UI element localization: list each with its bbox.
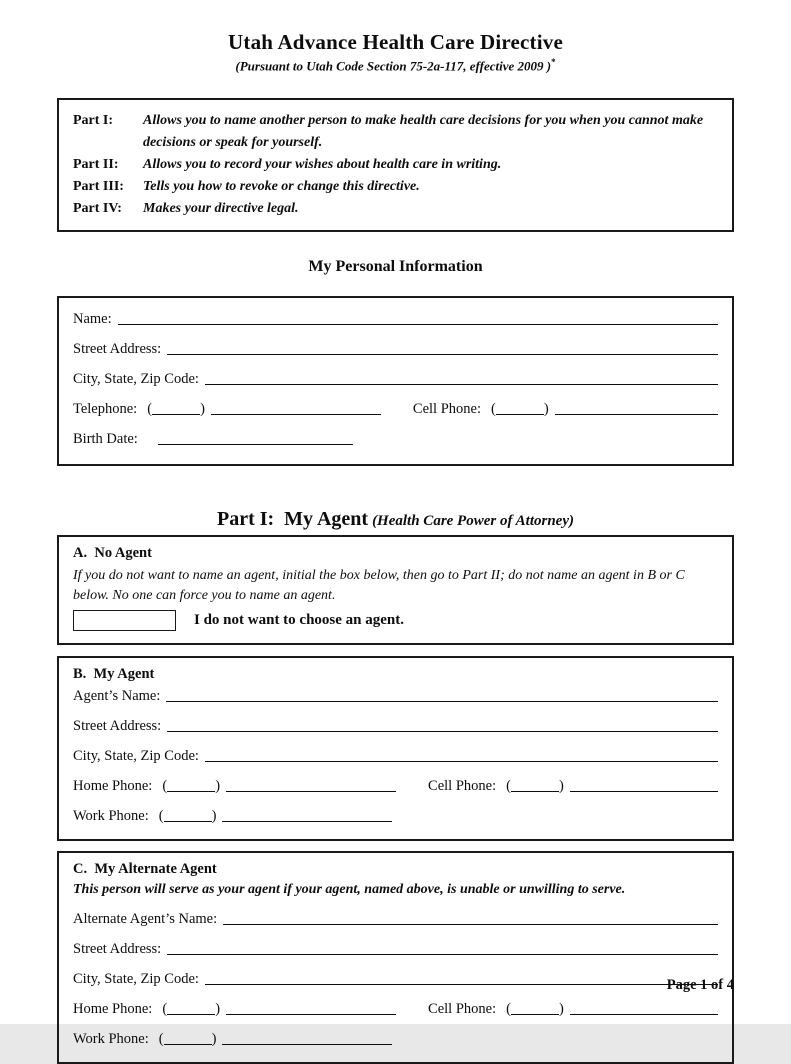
alternate-cell-phone-field[interactable] [570,1014,718,1015]
telephone-area-code-field[interactable] [152,414,200,415]
close-paren: ) [211,1031,217,1048]
close-paren: ) [558,1001,564,1018]
street-address-row [73,341,718,358]
close-paren: ) [215,778,221,795]
part-2-label: Part II: [73,157,119,173]
open-paren: ( [506,778,511,795]
street-address-field[interactable] [167,354,718,355]
part-4-label: Part IV: [73,201,122,217]
agent-street-label: Street Address: [73,718,162,735]
alternate-street-row [73,941,718,958]
agent-cell-phone-label: Cell Phone: [428,778,497,795]
section-a-instructions: If you do not want to name an agent, initial the box below, then go to Part II; do not name an agent in B or C below. No one can force you to name an agent. [73,568,685,603]
city-state-zip-field[interactable] [205,384,718,385]
birth-date-label: Birth Date: [73,431,138,448]
name-field[interactable] [118,324,718,325]
alternate-city-label: City, State, Zip Code: [73,971,199,988]
agent-home-phone-field[interactable] [226,791,396,792]
part-2-description: Allows you to record your wishes about health care in writing. [143,157,502,173]
alternate-agent-name-label: Alternate Agent’s Name: [73,911,218,928]
section-c-note: This person will serve as your agent if your agent, named above, is unable or unwilling to serve. [73,882,626,898]
close-paren: ) [200,401,205,418]
open-paren: ( [506,1001,511,1018]
open-paren: ( [158,808,164,825]
telephone-label: Telephone: [73,401,138,418]
part1-heading [57,508,734,531]
agent-home-area-code-field[interactable] [167,791,215,792]
no-agent-initial-row [73,610,718,631]
header [57,30,734,74]
agent-cell-phone-field[interactable] [570,791,718,792]
alternate-cell-area-code-field[interactable] [511,1014,559,1015]
agent-phone-row [73,778,718,795]
agent-name-row [73,688,718,705]
agent-city-field[interactable] [205,761,718,762]
part1-heading-main: Part I: My Agent [216,508,369,531]
parts-overview-row-1 [73,110,718,154]
agent-cell-area-code-field[interactable] [511,791,559,792]
no-agent-initial-box[interactable] [73,610,176,631]
alternate-cell-phone-label: Cell Phone: [428,1001,497,1018]
cell-phone-label: Cell Phone: [412,401,481,418]
alternate-phone-row [73,1001,718,1018]
open-paren: ( [162,1001,168,1018]
part-3-label: Part III: [73,179,124,195]
part-4-description: Makes your directive legal. [143,201,299,217]
personal-info-heading: My Personal Information [308,258,483,276]
alternate-city-row [73,971,718,988]
city-state-zip-label: City, State, Zip Code: [73,371,199,388]
alternate-agent-name-row [73,911,718,928]
alternate-home-area-code-field[interactable] [167,1014,215,1015]
no-agent-label: I do not want to choose an agent. [194,612,405,629]
open-paren: ( [147,401,153,418]
part-1-label: Part I: [73,113,114,129]
part-1-description: Allows you to name another person to make health care decisions for you when you cannot make decisions or speak for yourself. [143,113,704,151]
alternate-home-phone-field[interactable] [226,1014,396,1015]
parts-overview-row-3 [73,176,718,198]
alternate-work-phone-label: Work Phone: [73,1031,149,1048]
agent-work-phone-field[interactable] [222,821,392,822]
section-a-title: A. No Agent [73,545,152,562]
agent-street-field[interactable] [167,731,718,732]
cell-phone-number-field[interactable] [555,414,718,415]
name-label: Name: [73,311,112,328]
alternate-work-area-code-field[interactable] [164,1044,212,1045]
open-paren: ( [158,1031,164,1048]
telephone-number-field[interactable] [211,414,381,415]
phone-row [73,401,718,418]
section-a-no-agent-box [57,535,734,645]
section-c-title: C. My Alternate Agent [73,861,217,878]
section-b-title: B. My Agent [73,666,155,683]
alternate-city-field[interactable] [205,984,718,985]
agent-work-phone-row [73,808,718,825]
alternate-street-label: Street Address: [73,941,162,958]
page-number: Page 1 of 4 [666,977,734,993]
agent-city-row [73,748,718,765]
agent-name-field[interactable] [166,701,718,702]
birth-date-field[interactable] [158,444,353,445]
agent-street-row [73,718,718,735]
parts-overview-row-4 [73,198,718,220]
agent-city-label: City, State, Zip Code: [73,748,199,765]
cell-phone-area-code-field[interactable] [496,414,544,415]
alternate-work-phone-field[interactable] [222,1044,392,1045]
agent-name-label: Agent’s Name: [73,688,161,705]
section-b-my-agent-box [57,656,734,841]
agent-work-area-code-field[interactable] [164,821,212,822]
part-3-description: Tells you how to revoke or change this directive. [143,179,420,195]
alternate-work-phone-row [73,1031,718,1048]
part1-heading-sub: (Health Care Power of Attorney) [372,513,574,530]
city-state-zip-row [73,371,718,388]
agent-work-phone-label: Work Phone: [73,808,149,825]
street-address-label: Street Address: [73,341,162,358]
close-paren: ) [211,808,217,825]
close-paren: ) [543,401,549,418]
section-c-alternate-agent-box [57,851,734,1064]
parts-overview-box [57,98,734,232]
name-row [73,311,718,328]
parts-overview-row-2 [73,154,718,176]
subtitle-asterisk: * [551,57,556,67]
alternate-home-phone-label: Home Phone: [73,1001,153,1018]
open-paren: ( [490,401,496,418]
page-subtitle [57,57,734,74]
close-paren: ) [215,1001,221,1018]
alternate-agent-name-field[interactable] [223,924,718,925]
open-paren: ( [162,778,168,795]
alternate-street-field[interactable] [167,954,718,955]
page-title: Utah Advance Health Care Directive [228,30,563,54]
birth-date-row [73,431,718,448]
close-paren: ) [558,778,564,795]
personal-info-box [57,296,734,466]
agent-home-phone-label: Home Phone: [73,778,153,795]
subtitle-text: (Pursuant to Utah Code Section 75-2a-117, effective 2009 ) [235,58,552,74]
